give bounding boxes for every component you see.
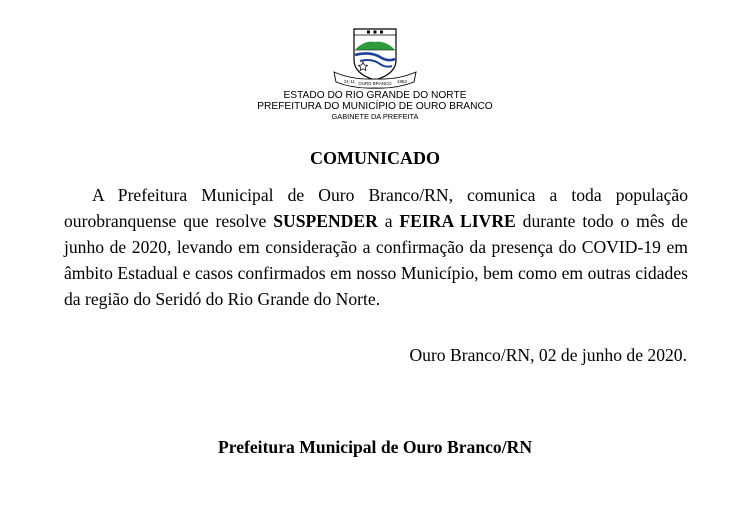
signature: Prefeitura Municipal de Ouro Branco/RN <box>217 437 533 457</box>
body-text-1: A Prefeitura Municipal de Ouro Branco/RN, comunica a toda população ourobranquense que resolve <box>64 185 688 231</box>
svg-text:OURO BRANCO: OURO BRANCO <box>358 81 392 86</box>
body-paragraph <box>64 182 688 312</box>
svg-text:21-11: 21-11 <box>344 79 355 84</box>
header-office: GABINETE DA PREFEITA <box>331 112 419 121</box>
header-municipality: PREFEITURA DO MUNICÍPIO DE OURO BRANCO <box>257 101 493 112</box>
document-title: COMUNICADO <box>310 148 440 168</box>
municipal-crest-logo <box>330 26 420 92</box>
body-bold-feira-livre: FEIRA LIVRE <box>399 211 516 231</box>
body-text-3: durante todo o mês de junho de 2020, levando em consideração a confirmação da presença do COVID-19 em âmbito Estadual e casos confirmados em nosso Município, bem como em outras cidades da região do Seridó do Rio Grande do Norte. <box>64 211 688 309</box>
svg-text:1953: 1953 <box>397 79 407 84</box>
body-text-2: a <box>377 211 400 231</box>
body-bold-suspender: SUSPENDER <box>273 211 378 231</box>
dateline: Ouro Branco/RN, 02 de junho de 2020. <box>409 345 687 365</box>
header-state: ESTADO DO RIO GRANDE DO NORTE <box>283 90 467 101</box>
